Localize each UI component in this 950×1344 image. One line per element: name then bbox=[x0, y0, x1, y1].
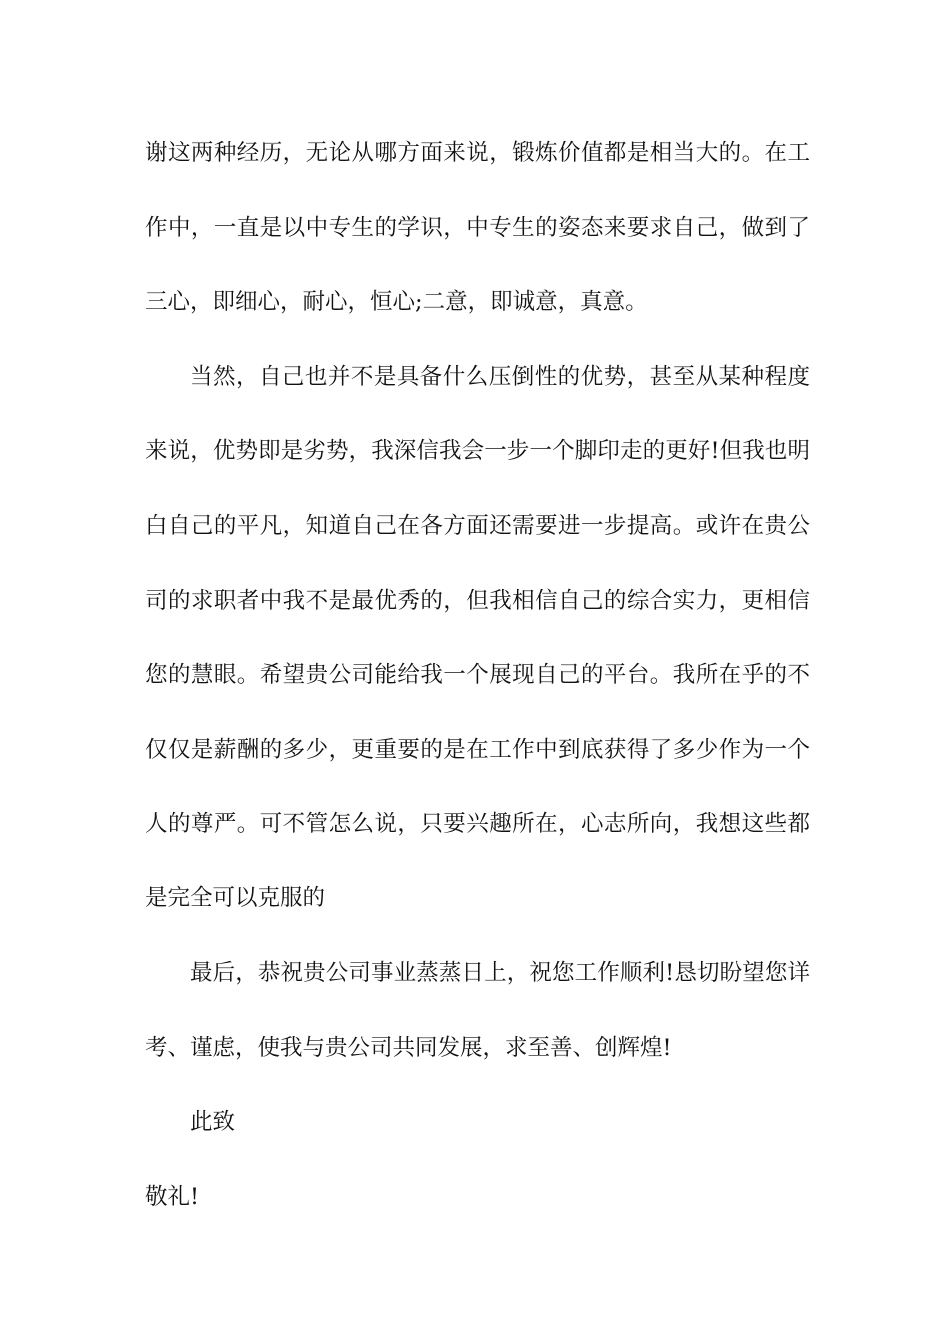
paragraph-start-line: 当然，自己也并不是具备什么压倒性的优势，甚至从某种程度 bbox=[190, 364, 810, 390]
text-line: 仅仅是薪酬的多少，更重要的是在工作中到底获得了多少作为一个 bbox=[145, 737, 810, 763]
text-line: 作中，一直是以中专生的学识，中专生的姿态来要求自己，做到了 bbox=[145, 215, 810, 241]
text-line: 考、谨虑，使我与贵公司共同发展，求至善、创辉煌! bbox=[145, 1035, 672, 1061]
text-line: 是完全可以克服的 bbox=[145, 885, 326, 911]
text-line: 司的求职者中我不是最优秀的，但我相信自己的综合实力，更相信 bbox=[145, 588, 810, 614]
text-line: 三心，即细心，耐心，恒心;二意，即诚意，真意。 bbox=[145, 289, 648, 315]
paragraph-start-line: 最后，恭祝贵公司事业蒸蒸日上，祝您工作顺利!恳切盼望您详 bbox=[190, 960, 810, 986]
text-line: 白自己的平凡，知道自己在各方面还需要进一步提高。或许在贵公 bbox=[145, 513, 810, 539]
closing-salutation: 此致 bbox=[190, 1109, 236, 1135]
text-line: 来说，优势即是劣势，我深信我会一步一个脚印走的更好!但我也明 bbox=[145, 438, 810, 464]
closing-regards: 敬礼! bbox=[145, 1184, 200, 1210]
text-line: 人的尊严。可不管怎么说，只要兴趣所在，心志所向，我想这些都 bbox=[145, 811, 810, 837]
text-line: 您的慧眼。希望贵公司能给我一个展现自己的平台。我所在乎的不 bbox=[145, 662, 810, 688]
text-line: 谢这两种经历，无论从哪方面来说，锻炼价值都是相当大的。在工 bbox=[145, 140, 810, 166]
